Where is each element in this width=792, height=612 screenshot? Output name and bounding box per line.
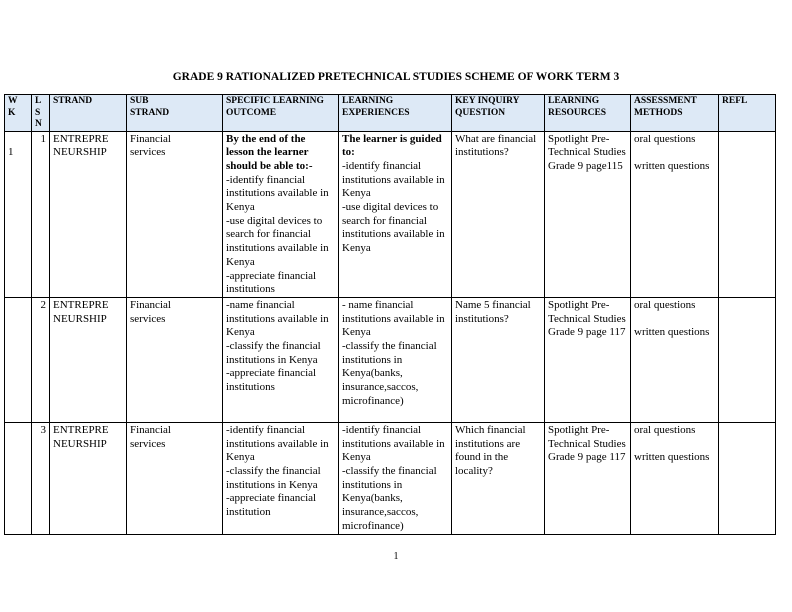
experiences-text: -identify financial institutions available in Kenya -use digital devices to search for financial institutions available in Kenya	[342, 159, 445, 255]
assessment-cell: oral questions written questions	[631, 422, 719, 534]
reflection-cell	[719, 422, 776, 534]
question-cell: What are financial institutions?	[452, 131, 545, 297]
resources-cell: Spotlight Pre-Technical Studies Grade 9 page115	[545, 131, 631, 297]
strand-cell: ENTREPRE NEURSHIP	[50, 297, 127, 422]
header-lsn: L S N	[32, 95, 50, 132]
table-row	[5, 131, 776, 297]
experiences-cell	[339, 131, 452, 297]
week-cell	[5, 422, 32, 534]
outcome-text: -identify financial institutions available in Kenya -classify the financial institutions in Kenya -appreciate financial institution	[226, 423, 329, 519]
header-row	[5, 95, 776, 132]
assessment-cell: oral questions written questions	[631, 131, 719, 297]
week-cell	[5, 297, 32, 422]
outcome-cell	[223, 297, 339, 422]
sub-strand-cell: Financial services	[127, 422, 223, 534]
experiences-cell	[339, 422, 452, 534]
strand-cell: ENTREPRE NEURSHIP	[50, 131, 127, 297]
table-row	[5, 297, 776, 422]
sub-strand-cell: Financial services	[127, 131, 223, 297]
experiences-text: - name financial institutions available in Kenya -classify the financial institutions in Kenya(banks, insurance,saccos, microfinance)	[342, 298, 445, 407]
reflection-cell	[719, 131, 776, 297]
experiences-intro: The learner is guided to:	[342, 132, 442, 159]
experiences-cell	[339, 297, 452, 422]
header-wk: W K	[5, 95, 32, 132]
question-cell: Which financial institutions are found in the locality?	[452, 422, 545, 534]
week-cell: 1	[5, 131, 32, 297]
outcome-text: -name financial institutions available in Kenya -classify the financial institutions in Kenya -appreciate financial institutions	[226, 298, 329, 394]
question-cell: Name 5 financial institutions?	[452, 297, 545, 422]
header-strand: STRAND	[50, 95, 127, 132]
outcome-cell	[223, 131, 339, 297]
assessment-cell: oral questions written questions	[631, 297, 719, 422]
header-outcome: SPECIFIC LEARNING OUTCOME	[223, 95, 339, 132]
lesson-cell: 3	[32, 422, 50, 534]
document-title: GRADE 9 RATIONALIZED PRETECHNICAL STUDIES SCHEME OF WORK TERM 3	[172, 71, 620, 83]
resources-cell: Spotlight Pre-Technical Studies Grade 9 page 117	[545, 422, 631, 534]
header-sub-strand: SUB STRAND	[127, 95, 223, 132]
outcome-intro: By the end of the lesson the learner should be able to:-	[226, 132, 313, 172]
lesson-cell: 2	[32, 297, 50, 422]
scheme-of-work-table	[4, 94, 776, 535]
header-resources: LEARNING RESOURCES	[545, 95, 631, 132]
sub-strand-cell: Financial services	[127, 297, 223, 422]
table-row	[5, 422, 776, 534]
header-assessment: ASSESSMENT METHODS	[631, 95, 719, 132]
strand-cell: ENTREPRE NEURSHIP	[50, 422, 127, 534]
outcome-text: -identify financial institutions available in Kenya -use digital devices to search for financial institutions available in Kenya -appreciate financial institutions	[226, 173, 329, 296]
header-question: KEY INQUIRY QUESTION	[452, 95, 545, 132]
reflection-cell	[719, 297, 776, 422]
lesson-cell: 1	[32, 131, 50, 297]
header-experiences: LEARNING EXPERIENCES	[339, 95, 452, 132]
outcome-cell	[223, 422, 339, 534]
resources-cell: Spotlight Pre-Technical Studies Grade 9 page 117	[545, 297, 631, 422]
header-reflection: REFL	[719, 95, 776, 132]
page-number: 1	[393, 551, 399, 562]
experiences-text: -identify financial institutions available in Kenya -classify the financial institutions in Kenya(banks, insurance,saccos, microfinance)	[342, 423, 445, 532]
